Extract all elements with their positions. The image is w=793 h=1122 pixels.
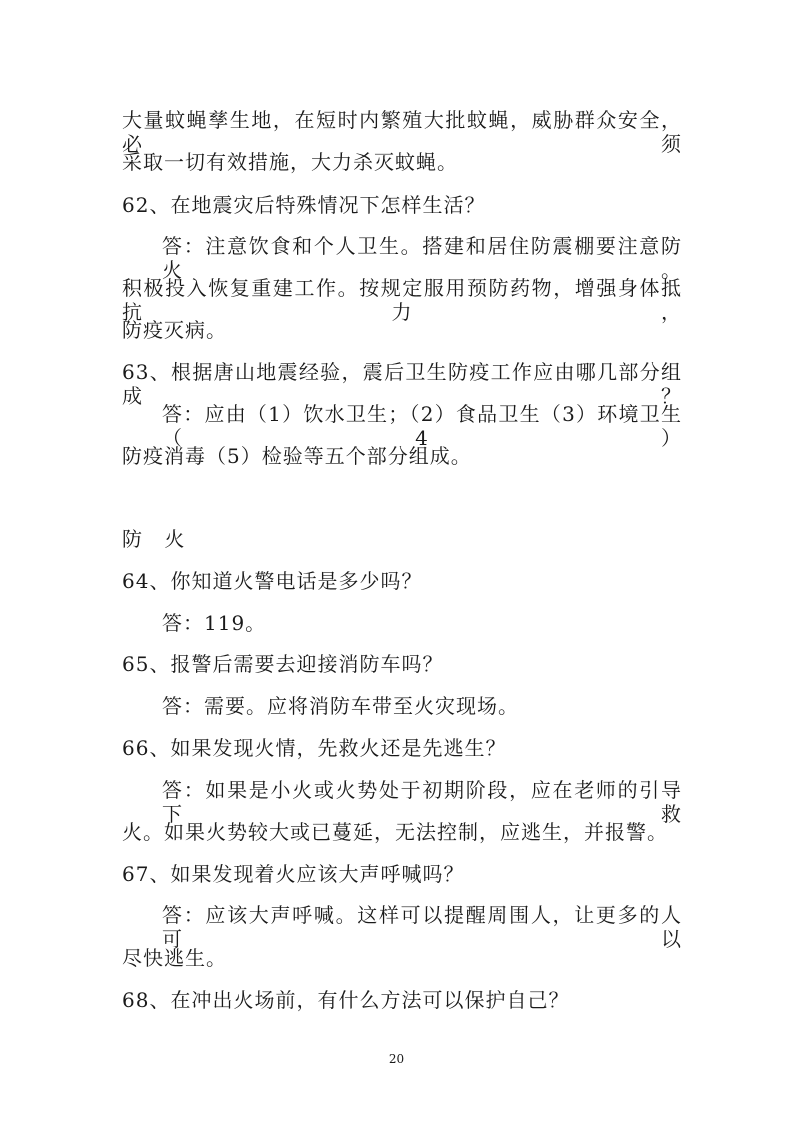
text-line: 大量蚊蝇孳生地，在短时内繁殖大批蚊蝇，威胁群众安全，必须 [122,108,682,156]
answer-67-line: 答：应该大声呼喊。这样可以提醒周围人，让更多的人可以 [162,903,682,951]
answer-66-line: 火。如果火势较大或已蔓延，无法控制，应逃生，并报警。 [122,820,668,844]
question-66: 66、如果发现火情，先救火还是先逃生？ [122,736,507,760]
question-68: 68、在冲出火场前，有什么方法可以保护自己？ [122,988,570,1012]
answer-64: 答：119。 [162,611,267,635]
question-67: 67、如果发现着火应该大声呼喊吗？ [122,862,465,886]
question-62: 62、在地震灾后特殊情况下怎样生活？ [122,193,486,217]
answer-63-line: 防疫消毒（5）检验等五个部分组成。 [122,444,472,468]
question-64: 64、你知道火警电话是多少吗？ [122,569,423,593]
answer-63-line: 答：应由（1）饮水卫生；（2）食品卫生（3）环境卫生（4） [162,402,682,450]
question-63: 63、根据唐山地震经验，震后卫生防疫工作应由哪几部分组成？ [122,360,682,408]
answer-65: 答：需要。应将消防车带至火灾现场。 [162,694,519,718]
answer-67-line: 尽快逃生。 [122,946,227,970]
answer-62-line: 防疫灭病。 [122,318,227,342]
page-number: 20 [388,1052,405,1066]
answer-66-line: 答：如果是小火或火势处于初期阶段，应在老师的引导下救 [162,778,682,826]
answer-62-line: 答：注意饮食和个人卫生。搭建和居住防震棚要注意防火。 [162,234,682,282]
answer-62-line: 积极投入恢复重建工作。按规定服用预防药物，增强身体抵抗力， [122,276,682,324]
section-heading-fire: 防 火 [122,527,193,551]
question-65: 65、报警后需要去迎接消防车吗？ [122,652,444,676]
text-line: 采取一切有效措施，大力杀灭蚊蝇。 [122,150,458,174]
